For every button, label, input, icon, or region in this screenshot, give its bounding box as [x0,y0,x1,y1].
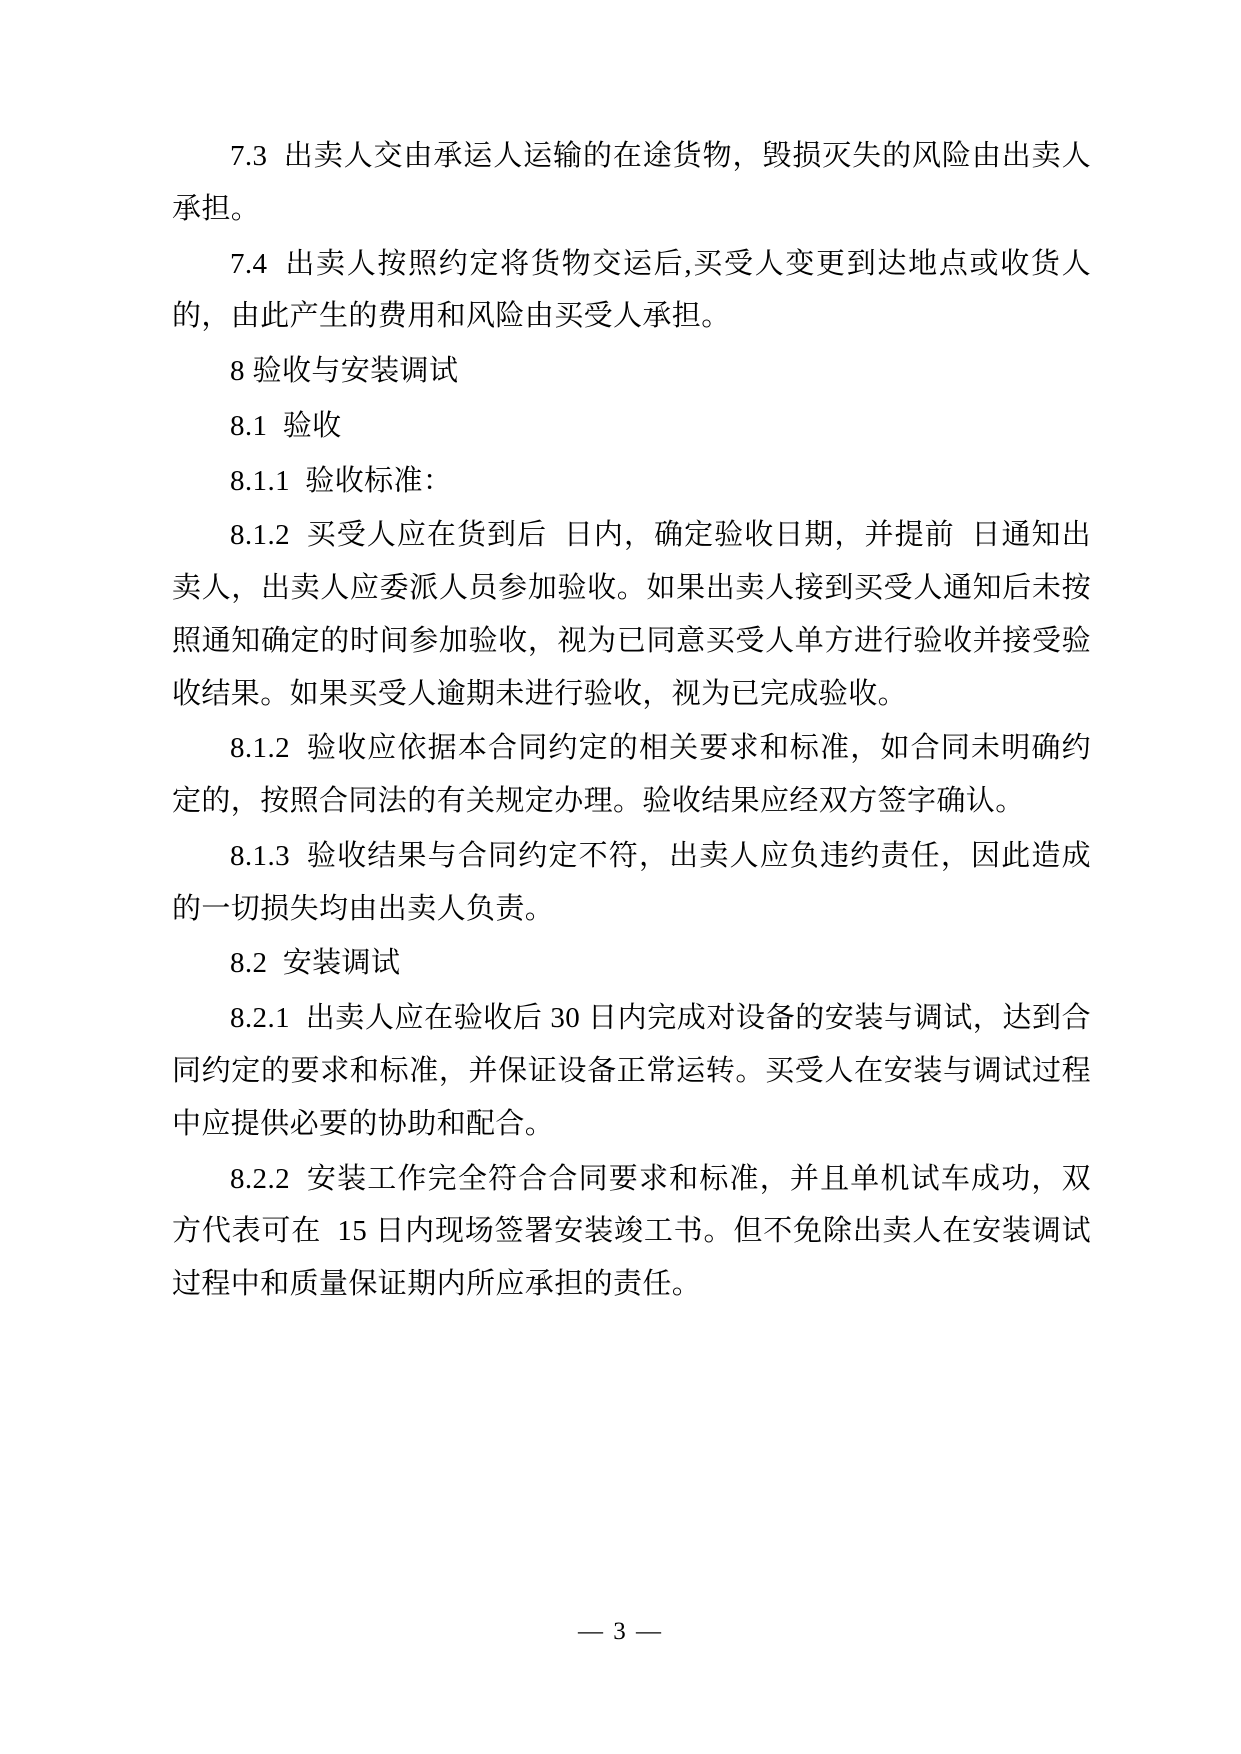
document-body [172,130,1091,1311]
page-number-footer: — 3 — [578,1618,663,1645]
section-heading-8-2: 8.2 安装调试 [230,947,401,980]
paragraph-7-4: 7.4 出卖人按照约定将货物交运后,买受人变更到达地点或收货人的，由此产生的费用和风险由买受人承担。 [172,247,1091,333]
paragraph-8-2-2: 8.2.2 安装工作完全符合合同要求和标准，并且单机试车成功，双方代表可在 15 日内现场签署安装竣工书。但不免除出卖人在安装调试过程中和质量保证期内所应承担的责任。 [172,1162,1091,1301]
section-heading-8: 8 验收与安装调试 [230,355,459,388]
paragraph-8-2-1: 8.2.1 出卖人应在验收后 30 日内完成对设备的安装与调试，达到合同约定的要求和标准，并保证设备正常运转。买受人在安装与调试过程中应提供必要的协助和配合。 [172,1002,1091,1140]
paragraph-8-1-2-b: 8.1.2 验收应依据本合同约定的相关要求和标准，如合同未明确约定的，按照合同法的有关规定办理。验收结果应经双方签字确认。 [172,732,1091,818]
section-heading-8-1: 8.1 验收 [230,409,342,442]
paragraph-8-1-1: 8.1.1 验收标准： [230,464,453,497]
paragraph-8-1-3: 8.1.3 验收结果与合同约定不符，出卖人应负违约责任，因此造成的一切损失均由出卖人负责。 [172,839,1091,925]
paragraph-7-3: 7.3 出卖人交由承运人运输的在途货物，毁损灭失的风险由出卖人承担。 [172,140,1091,225]
paragraph-8-1-2-a: 8.1.2 买受人应在货到后 日内，确定验收日期，并提前 日通知出卖人，出卖人应委派人员参加验收。如果出卖人接到买受人通知后未按照通知确定的时间参加验收，视为已同意买受人单方进行验收并接受验收结果。如果买受人逾期未进行验收，视为已完成验收。 [172,519,1091,710]
